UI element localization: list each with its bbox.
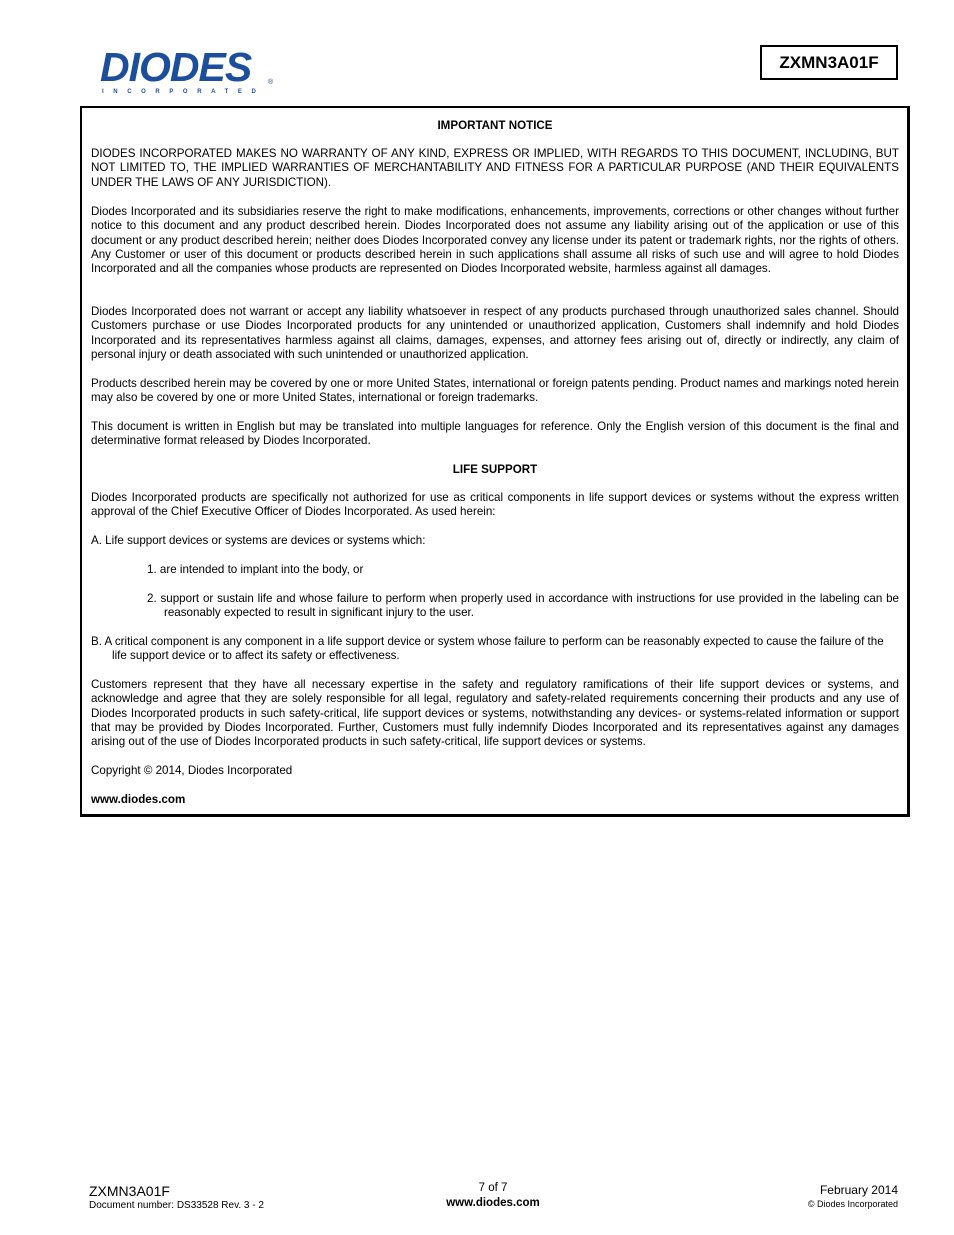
important-notice-title: IMPORTANT NOTICE xyxy=(437,119,553,132)
modifications-paragraph: Diodes Incorporated and its subsidiaries reserve the right to make modifications, enhancements, improvements, corrections or other changes without further notice to this document and any product described herein. Diodes Incorporated does not assume any liability arising out of the application or use of this document or any product described herein; neither does Diodes Incorporated convey any license under its patent or trademark rights, nor the rights of others. Any Customer or user of this document or products described herein in such applications shall assume all risks of such use and will agree to hold Diodes Incorporated and all the companies whose products are represented on Diodes Incorporated website, harmless against all damages. xyxy=(91,205,899,276)
customers-paragraph: Customers represent that they have all necessary expertise in the safety and regulatory ramifications of their life support devices or systems, and acknowledge and agree that they are solely responsible for all legal, regulatory and safety-related requirements concerning their products and any use of Diodes Incorporated products in such safety-critical, life support devices or systems, notwithstanding any devices- or systems-related information or support that may be provided by Diodes Incorporated. Further, Customers must fully indemnify Diodes Incorporated and its representatives against any damages arising out of the use of Diodes Incorporated products in such safety-critical, life support devices or systems. xyxy=(91,678,899,749)
life-support-item-b: B. A critical component is any component in a life support device or system whose failure to perform can be reasonably expected to cause the failure of the life support device or to affect its safety or effectiveness. xyxy=(91,635,884,663)
logo-registered-mark: ® xyxy=(268,79,274,86)
life-support-subitem-2: 2. support or sustain life and whose failure to perform when properly used in accordance with instructions for use provided in the labeling can be reasonably expected to result in significant injury to the user. xyxy=(147,592,899,620)
important-notice-box xyxy=(80,106,910,817)
footer-website-link[interactable]: www.diodes.com xyxy=(446,1197,540,1209)
warranty-paragraph: DIODES INCORPORATED MAKES NO WARRANTY OF ANY KIND, EXPRESS OR IMPLIED, WITH REGARDS TO THIS DOCUMENT, INCLUDING, BUT NOT LIMITED TO, THE IMPLIED WARRANTIES OF MERCHANTABILITY AND FITNESS FOR A PARTICULAR PURPOSE (AND THEIR EQUIVALENTS UNDER THE LAWS OF ANY JURISDICTION). xyxy=(91,147,899,189)
copyright-line: Copyright © 2014, Diodes Incorporated xyxy=(91,764,293,777)
part-number-box: ZXMN3A01F xyxy=(760,45,898,80)
patents-paragraph: Products described herein may be covered by one or more United States, international or foreign patents pending. Product names and markings noted herein may also be covered by one or more United States, international or foreign trademarks. xyxy=(91,377,899,405)
logo-subtext: INCORPORATED xyxy=(102,89,266,95)
liability-paragraph: Diodes Incorporated does not warrant or accept any liability whatsoever in respect of any products purchased through unauthorized sales channel. Should Customers purchase or use Diodes Incorporated products for any unintended or unauthorized application, Customers shall indemnify and hold Diodes Incorporated and its representatives harmless against all claims, damages, expenses, and attorney fees arising out of, directly or indirectly, any claim of personal injury or death associated with such unintended or unauthorized application. xyxy=(91,305,899,361)
footer-copyright: © Diodes Incorporated xyxy=(807,1199,898,1209)
footer-page-number: 7 of 7 xyxy=(478,1182,508,1194)
website-link[interactable]: www.diodes.com xyxy=(91,793,186,806)
translation-paragraph: This document is written in English but may be translated into multiple languages for reference. Only the English version of this document is the final and determinative format released by Diodes Incorporated. xyxy=(91,420,899,448)
life-support-subitem-1: 1. are intended to implant into the body, or xyxy=(147,563,364,576)
life-support-paragraph: Diodes Incorporated products are specifically not authorized for use as critical components in life support devices or systems without the express written approval of the Chief Executive Officer of Diodes Incorporated. As used herein: xyxy=(91,491,899,519)
life-support-title: LIFE SUPPORT xyxy=(452,463,538,476)
logo-wordmark: DIODES xyxy=(100,44,252,90)
footer-document-number: Document number: DS33528 Rev. 3 - 2 xyxy=(89,1200,264,1211)
footer-date: February 2014 xyxy=(819,1183,898,1197)
diodes-logo xyxy=(100,44,275,97)
footer-part-number: ZXMN3A01F xyxy=(89,1183,170,1199)
life-support-item-a: A. Life support devices or systems are devices or systems which: xyxy=(91,534,426,547)
